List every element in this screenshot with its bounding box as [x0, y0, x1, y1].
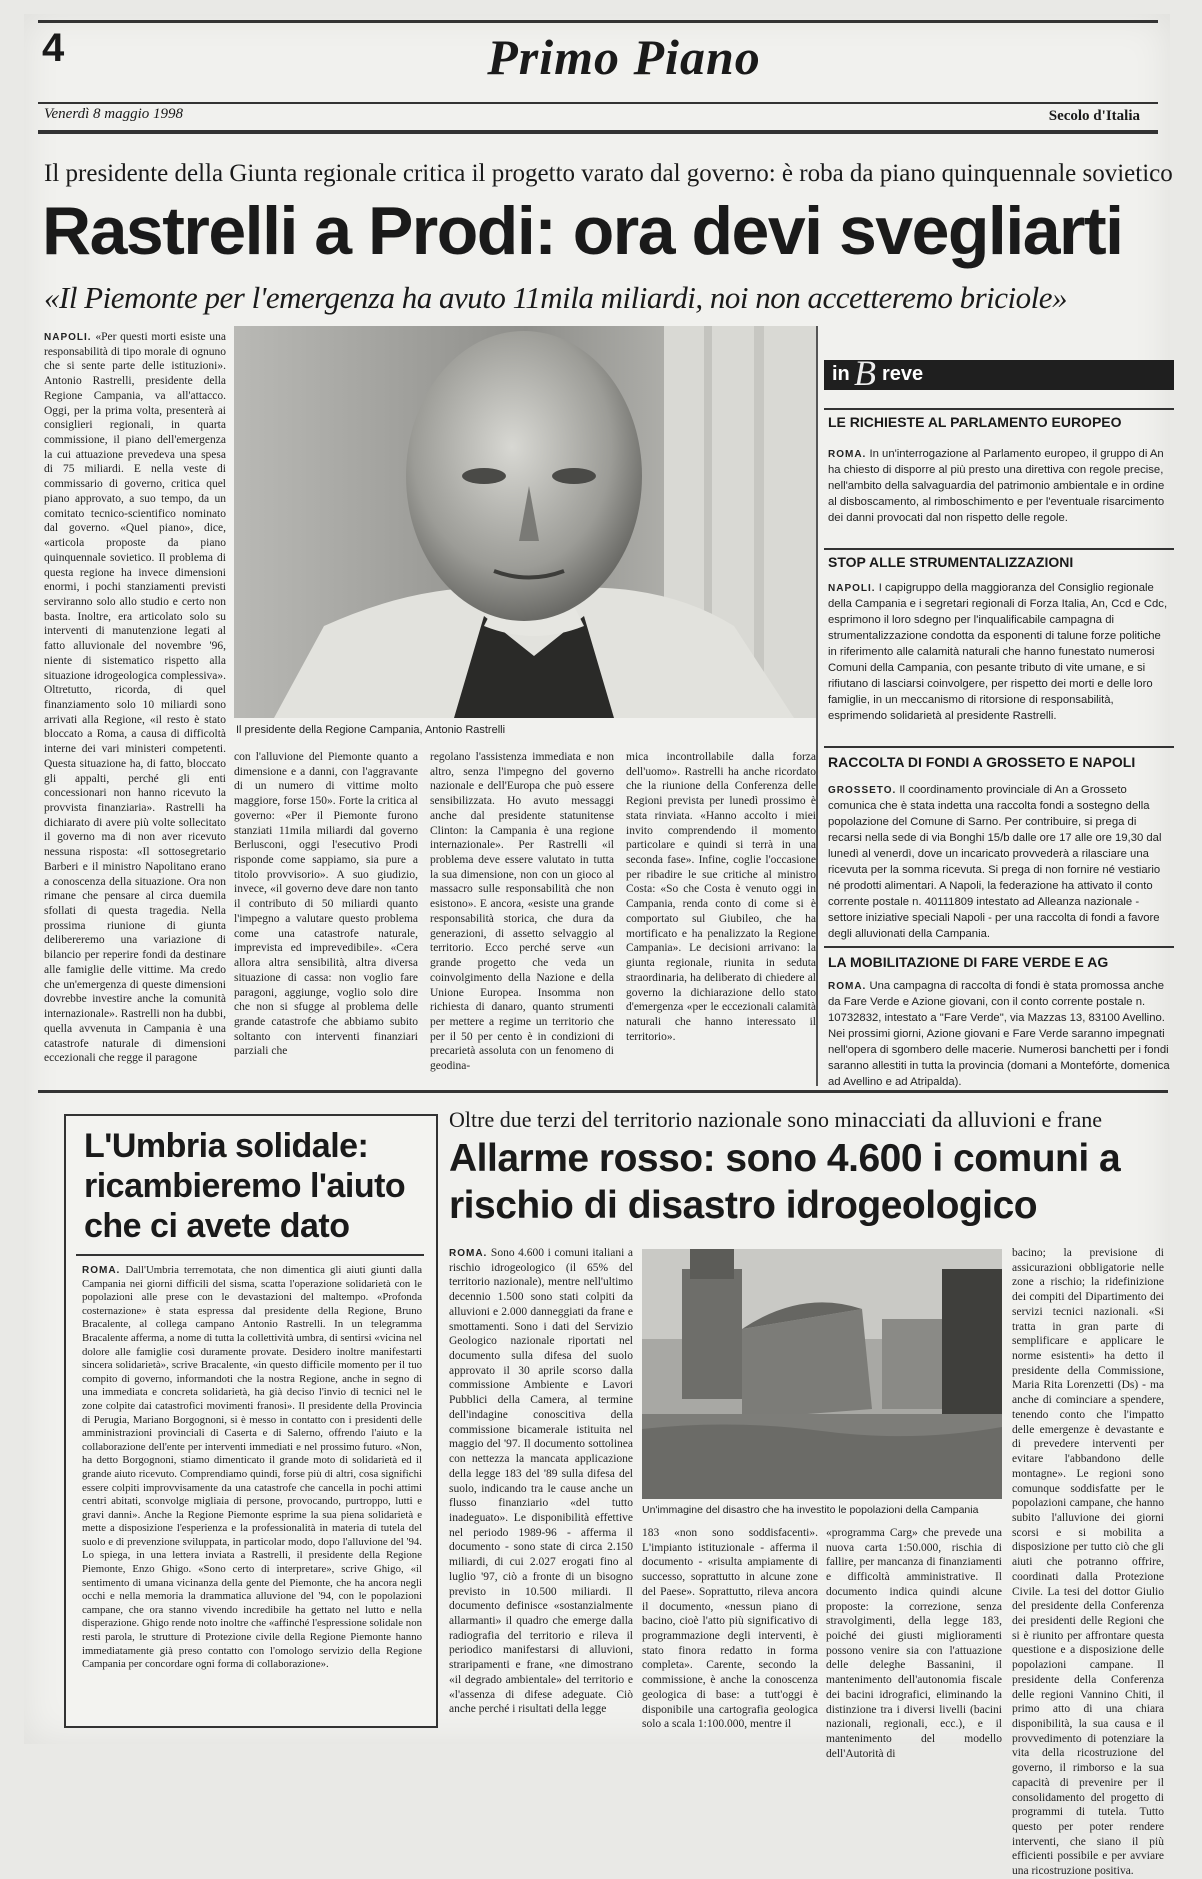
breve-text: In un'interrogazione al Parlamento europeo, il gruppo di An ha chiesto di disporre al più presto una direttiva con regole precise, nell'ambito della salvaguardia del patrimonio ambientale e in ordine al disboscamento, al rimboschimento e per l'eventuale risarcimento dei danni provocati dal non rispetto delle regole. — [828, 448, 1165, 525]
breve-item-body — [828, 580, 1172, 742]
main-article-col3: regolano l'assistenza immediata e non altro, senza l'impegno del governo nazionale e dell'Europa che può essere sensibilizzata. Ho avuto messaggi anche dal presidente statunitense Clinton: la Campania è una regione internazionale». Per Rastrelli «il problema deve essere valutato in tutta la sua dimensione, non con un gioco al massacro sulle responsabilità che non esistono». E ancora, «esiste una grande responsabilità storica, che dura da generazioni, di assetto selvaggio al territorio. Ecco perché serve «un grande progetto che veda un coinvolgimento della Nazione e della Unione Europea. Insomma non richiesta di danaro, quanto strumenti per mettere a regime un territorio che per il 50 per cento è in condizioni di precarietà assoluta con un fenomeno di geodina- — [430, 751, 614, 1073]
header-rule-bottom — [38, 130, 1158, 134]
breve-dateline: ROMA. — [828, 449, 867, 460]
umbria-dateline: ROMA. — [82, 1265, 121, 1276]
breve-item-title: LE RICHIESTE AL PARLAMENTO EUROPEO — [828, 414, 1122, 430]
breve-text: Il coordinamento provinciale di An a Grosseto comunica che è stata indetta una raccolta fondi a sostegno della popolazione del Comune di Sarno. Per contribuire, si prega di recarsi nella sede di via Bonghi 15/b dalle ore 17 alle ore 19,30 dal lunedì al venerdì, dove un incaricato provvederà a rilasciare una ricevuta per la somma ricevuta. Si prega di non fornire né vestiario né prodotti alimentari. A Napoli, la federazione ha attivato il conto corrente postale n. 40111809 intestato ad Alleanza nazionale - settore iniziative speciali Napoli - per una raccolta di fondi a favore degli alluvionati della Campania. — [828, 784, 1162, 941]
main-photo-caption: Il presidente della Regione Campania, Antonio Rastrelli — [236, 724, 506, 736]
breve-dateline: ROMA. — [828, 981, 867, 992]
breve-item-title: LA MOBILITAZIONE DI FARE VERDE E AG — [828, 954, 1109, 970]
page-number: 4 — [42, 26, 65, 70]
portrait-illustration — [234, 326, 818, 718]
breve-item-body — [828, 978, 1172, 1089]
second-article-headline: Allarme rosso: sono 4.600 i comuni a rischio di disastro idrogeologico — [449, 1137, 1121, 1227]
breve-text: Una campagna di raccolta di fondi è stata promossa anche da Fare Verde e Azione giovani, con il conto corrente postale n. 10732832, intestato a "Fare Verde", via Mazzas 13, 83100 Avellino. Nei prossimi giorni, Azione giovani e Fare Verde saranno impegnati nell'opera di sgombero delle macerie. Numerosi banchetti per i fondi saranno allestiti in tutta la provincia (domani a Montefórte, domenica ad Avellino e ad Atripalda). — [828, 980, 1170, 1089]
flood-photo — [642, 1249, 1002, 1499]
breve-dateline: GROSSETO. — [828, 785, 897, 796]
in-breve-banner — [824, 353, 1174, 393]
in-breve-box — [824, 326, 1176, 1089]
breve-item-body — [828, 446, 1172, 546]
in-breve-label-b: B — [854, 353, 876, 393]
top-rule — [38, 20, 1158, 23]
second-article-kicker: Oltre due terzi del territorio nazionale sono minacciati da alluvioni e frane — [449, 1107, 1103, 1132]
main-article-kicker: Il presidente della Giunta regionale critica il progetto varato dal governo: è roba da piano quinquennale sovietico — [44, 160, 1173, 187]
breve-rule-3 — [824, 746, 1174, 748]
umbria-box — [64, 1114, 438, 1728]
main-article-dateline: NAPOLI. — [44, 332, 92, 343]
breve-item-body — [828, 782, 1172, 942]
in-breve-label-rest: reve — [882, 363, 924, 385]
second-article-dateline: ROMA. — [449, 1248, 488, 1259]
main-article-headline: Rastrelli a Prodi: ora devi svegliarti — [42, 193, 1123, 269]
flood-illustration — [642, 1249, 1002, 1499]
flood-photo-caption: Un'immagine del disastro che ha investito le popolazioni della Campania — [642, 1504, 979, 1516]
newspaper-name: Secolo d'Italia — [1048, 108, 1140, 124]
section-divider — [38, 1090, 1168, 1093]
breve-rule-2 — [824, 548, 1174, 550]
header-rule-top — [38, 102, 1158, 104]
main-article-subhead: «Il Piemonte per l'emergenza ha avuto 11mila miliardi, noi non accetteremo briciole» — [44, 280, 1068, 315]
umbria-title-rule — [76, 1254, 424, 1256]
breve-item-title: STOP ALLE STRUMENTALIZZAZIONI — [828, 554, 1074, 570]
issue-date: Venerdì 8 maggio 1998 — [44, 106, 184, 122]
in-breve-label-in: in — [832, 363, 850, 385]
second-article-col2: 183 «non sono soddisfacenti». L'impianto istituzionale - afferma il documento - «risulta ampiamente di successo, soprattutto in alcune zone del Paese». Soprattutto, rileva ancora il documento, «nessun piano di bacino, cioè l'atto più significativo di programmazione degli interventi, è stato finora redatto in forma completa». Carente, secondo la commissione, è anche la conoscenza geologica di base: a tutt'oggi è disponibile una cartografia geologica solo a scala 1:100.000, mentre il — [642, 1527, 818, 1731]
breve-text: I capigruppo della maggioranza del Consiglio regionale della Campania e i segretari regionali di Forza Italia, An, Ccd e Cdc, esprimono il loro sdegno per l'inqualificabile campagna di strumentalizzazione condotta da esponenti di talune forze politiche in riferimento alle calamità naturali che hanno funestato numerosi Comuni della Campania, con pesante tributo di vite umane, e si rifiutano di lasciarsi coinvolgere, per rispetto dei morti e delle loro famiglie, in un meccanismo di ritorsione di responsabilità, esprimendo solidarietà al presidente Rastrelli. — [828, 582, 1168, 723]
main-article-col1 — [44, 330, 226, 1078]
second-article-col1-text: Sono 4.600 i comuni italiani a rischio idrogeologico (il 65% del territorio nazionale), mentre nell'ultimo decennio 1.500 sono stati colpiti da alluvioni e 2.000 danneggiati da frane e smottamenti. Sono i dati del Servizio Geologico nazionale riportati nel documento sulla difesa del suolo approvato il 30 aprile scorso dalla commissione Ambiente e Lavori Pubblici della Camera, al termine dell'indagine conoscitiva della commissione bicamerale istituita nel maggio del '97. Il documento sottolinea con nettezza la mancata applicazione della legge 183 del '89 sulla difesa del suolo, indicando tra le cause anche un flusso finanziario «del tutto inadeguato». Le disponibilità effettive nel periodo 1989-96 - afferma il documento - sono state di circa 2.150 miliardi, di cui 2.027 erogati fino al luglio '97, ciò a fronte di un bisogno previsto in 10.500 miliardi. Il documento definisce «sostanzialmente allarmanti» il quadro che emerge dalla radiografia del territorio e rileva il periodico manifestarsi di alluvioni, straripamenti e frane, «ne dimostrano «il degrado ambientale» del territorio e «l'assenza di difese adeguate. Ciò anche perché i risultati della legge — [449, 1247, 634, 1716]
newspaper-page — [24, 14, 1173, 1878]
umbria-body — [82, 1264, 422, 1714]
breve-rule-4 — [824, 946, 1174, 948]
umbria-text: Dall'Umbria terremotata, che non dimentica gli aiuti giunti dalla Campania nei giorni difficili del sisma, scatta l'operazione solidarietà con le popolazioni alle prese con le devastazioni del maltempo. «Profonda costernazione» è stata espressa dal presidente della Regione, Bruno Bracalente, al collega campano Antonio Rastrelli. In un telegramma Bracalente afferma, a nome di tutta la collettività umbra, di sentirsi «vicina nel dolore alle famiglie così duramente provate. Desidero inoltre manifestarti sincera solidarietà», scrive Bracalente, «in questo difficile momento per il tuo compito di governo, informandoti che la nostra Regione, anche in segno di una immediata e concreta solidarietà, ha già deciso l'invio di tecnici nel le zone colpite dai catastrofici movimenti franosi». Il presidente della Provincia di Perugia, Mariano Borgognoni, si è messo in contatto con i presidenti delle amministrazioni provinciali di Caserta e di Salerno, offrendo l'aiuto e la collaborazione dell'ente per interventi immediati e nel prossimo futuro. «Non, ha detto Borgognoni, stiamo dimenticato il grande moto di solidarietà ed il grande aiuto ricevuto. Comprendiamo quindi, forse più di altri, cosa significhi essere colpiti improvvisamente da una catastrofe che cancella in pochi attimi centri abitati, sconvolge migliaia di persone, provocando, purtroppo, lutti e gravi danni». Anche la Regione Piemonte esprime la sua piena solidarietà e mette a disposizione l'esperienza e la professionalità in materia di tutela del suolo e di prevenzione sviluppata, in particolar modo, dopo l'alluvione del '94. Lo spiega, in una lettera inviata a Rastrelli, il presidente della Regione Piemonte, Enzo Ghigo. «Sono certo di interpretare», scrive Ghigo, «il sentimento di umana vicinanza della gente del Piemonte, che ha ancora negli occhi e nella memoria la drammatica alluvione del '94, con le popolazioni campane, che ora stanno vivendo incredibile ha gettato nel lutto e nella disperazione. Ghigo rende noto inoltre che «affinché l'espressione solidale non resti parola, le strutture di Protezione civile della Regione Piemonte hanno immediatamente già preso contatto con l'omologo servizio della Regione Campania per concordare ogni forma di collaborazione». — [82, 1264, 422, 1671]
main-article-col1-text: «Per questi morti esiste una responsabilità di tipo morale di ognuno che si sente parte delle istituzioni». Antonio Rastrelli, presidente della Regione Campania, va all'attacco. Oggi, per la prima volta, presenterà ai consiglieri regionali, in quarta commissione, il piano dell'emergenza la cui attuazione prevedeva una spesa di 75 miliardi. E nella veste di commissario di governo, critica quel piano approvato, a suo tempo, da un comitato tecnico-scientifico nominato dal governo. «Quel piano», dice, «articola proposte da piano quinquennale sovietico. Il problema di questa regione ha invece dimensioni enormi, i pochi stanziamenti previsti serviranno solo allo studio e certo non basta. Inoltre, era articolato solo su interventi di manutenzione legati al fatto alluvionale del novembre '96, niente di sistematico rispetto alla situazione idrogeologica complessiva». Oltretutto, ricorda, di quel finanziamento solo 10 miliardi sono arrivati alla Regione, «il resto è stato bloccato a Roma, a causa di difficoltà interne dei vari ministeri competenti. Questa situazione ha, di fatto, bloccato gli appalti, perché gli enti concessionari non hanno ricevuto la provvista finanziaria». Rastrelli ha dichiarato di avere più volte sollecitato il governo ma di non aver ricevuto nessuna risposta: «Il sottosegretario Barberi e il ministro Napolitano erano a conoscenza della situazione. Ora non rimane che pensare al circa duemila sfollati di questa tragedia. Nella prossima riunione di giunta delibereremo una variazione di bilancio per reperire fondi da destinare alle famiglie delle vittime. Ma credo che un'emergenza di queste dimensioni dovrebbe investire anche la comunità internazionale». Rastrelli non ha dubbi, quella avvenuta in Campania è una catastrofe naturale di dimensioni eccezionali che regge il paragone — [44, 331, 226, 1065]
second-article-col1 — [449, 1246, 633, 1726]
main-article-col2: con l'alluvione del Piemonte quanto a dimensione e a danni, con l'aggravante di un numero di vittime molto maggiore, forse 150». Forte la critica al governo: «Per il Piemonte furono stanziati 11mila miliardi dal governo Berlusconi, oggi l'esecutivo Prodi risponde come sappiamo, sia pure a titolo provvisorio». A suo giudizio, invece, «il governo deve dare non tanto il contributo di 50 miliardi quanto l'impegno a valutare questo problema come una catastrofe naturale, imprevista ed imprevedibile». «Cera allora altra sensibilità, altra diversa situazione di cassa: non voglio fare paragoni, aggiunge, voglio solo dire che non si sfugge al problema delle grande catastrofe che abbiamo subito soltanto con interventi finanziari parziali che — [234, 751, 418, 1058]
second-article-col4: bacino; la previsione di assicurazioni obbligatorie nelle zone a rischio; la ridefinizione dei compiti del Dipartimento dei servizi tecnici nazionali. «Si tratta in gran parte di semplificare e applicare le norme esistenti» ha detto il presidente della Commissione, Maria Rita Lorenzetti (Ds) - ma anche di cominciare a spendere, tenendo conto che l'impatto delle emergenze è devastante e di prevedere interventi per evitare l'abbandono delle montagne». Le regioni sono comunque soddisfatte per le popolazioni campane, che hanno subito l'alluvione dei giorni scorsi e si mobilita a disposizione per tutto ciò che gli aiuti che potranno offrire, coordinati dalla Protezione Civile. La tesi del dottor Giulio del presidente della Conferenza dei presidenti delle Regioni che si è riunito per affrontare questa questione e a disposizione delle popolazioni campane. Il presidente della Conferenza delle regioni Vannino Chiti, il primo atto di una chiara disponibilità, la sua causa e il provvedimento di potenziare la vita della ricostruzione del governo, il rimborso e la sua capacità di prevenire per il consolidamento del progetto di programmi di tutela. Tutto questo per poter rendere interventi, che siano il più efficienti possibile e per avviare una ricostruzione positiva. — [1012, 1247, 1164, 1878]
breve-item-title: RACCOLTA DI FONDI A GROSSETO E NAPOLI — [828, 754, 1136, 770]
main-article-col4: mica incontrollabile dalla forza dell'uomo». Rastrelli ha anche ricordato che la riunione della Conferenza delle Regioni prevista per lunedì prossimo è stata rinviata. «Hanno accolto i miei invito comprendendo il momento particolare e quindi si terrà in una seconda fase». Infine, coglie l'occasione per ribadire le sue critiche al ministro Costa: «So che Costa è venuto oggi in Campania, renda conto di come si è comportato sul Giubileo, che ha mortificato e ha penalizzato la Regione Campania». Le decisioni arrivano: la giunta regionale, riunita in seduta straordinaria, ha deliberato di chiedere al governo la dichiarazione dello stato d'emergenza «per le eccezionali calamità naturali che hanno interessato il territorio». — [626, 751, 816, 1043]
breve-divider — [816, 326, 818, 1086]
section-title: Primo Piano — [487, 29, 761, 85]
second-article-col3: «programma Carg» che prevede una nuova carta 1:50.000, rischia di fallire, per mancanza di finanziamenti e difficoltà amministrative. Il documento indica quindi alcune proposte: la correzione, senza stravolgimenti, della legge 183, poiché dei giusti miglioramenti possono venire sia con l'attuazione delle deleghe Bassanini, il mantenimento dell'autonomia fiscale dei bacini idrografici, eliminando la distinzione tra i diversi livelli (bacini nazionali, regionali, ecc.), e il mantenimento del modello dell'Autorità di — [826, 1527, 1002, 1760]
breve-rule-1 — [824, 408, 1174, 410]
rastrelli-portrait-photo — [234, 326, 818, 718]
umbria-title: L'Umbria solidale: ricambieremo l'aiuto che ci avete dato — [84, 1127, 406, 1246]
breve-dateline: NAPOLI. — [828, 583, 876, 594]
